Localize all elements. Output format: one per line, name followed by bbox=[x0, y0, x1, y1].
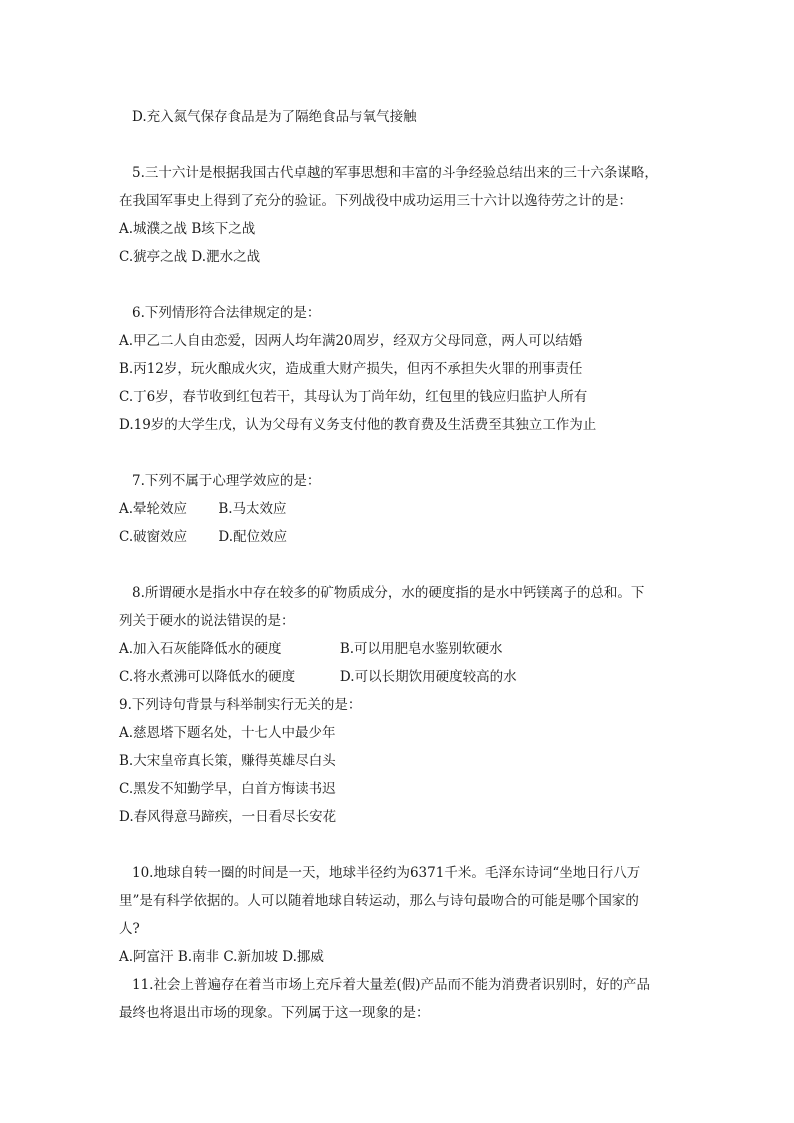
q10-stem-line-3: 人? bbox=[119, 921, 140, 937]
q10-stem-line-1: 10.地球自转一圈的时间是一天，地球半径约为6371千米。毛泽东诗词“坐地日行八万 bbox=[132, 865, 641, 881]
q11-stem-line-2: 最终也将退出市场的现象。下列属于这一现象的是： bbox=[119, 1005, 430, 1021]
q6-option-c: C.丁6岁，春节收到红包若干，其母认为丁尚年幼，红包里的钱应归监护人所有 bbox=[119, 389, 588, 405]
q8-options-cd: C.将水煮沸可以降低水的硬度 D.可以长期饮用硬度较高的水 bbox=[119, 669, 517, 685]
q6-option-b: B.丙12岁，玩火酿成火灾，造成重大财产损失，但丙不承担失火罪的刑事责任 bbox=[119, 361, 583, 377]
q5-stem-line-2: 在我国军事史上得到了充分的验证。下列战役中成功运用三十六计以逸待劳之计的是： bbox=[119, 193, 632, 209]
q8-options-ab: A.加入石灰能降低水的硬度 B.可以用肥皂水鉴别软硬水 bbox=[119, 641, 503, 657]
q9-option-c: C.黑发不知勤学早，白首方悔读书迟 bbox=[119, 781, 336, 797]
q11-stem-line-1: 11.社会上普遍存在着当市场上充斥着大量差(假)产品而不能为消费者识别时，好的产品 bbox=[132, 977, 651, 993]
q7-options-cd: C.破窗效应 D.配位效应 bbox=[119, 529, 288, 545]
q7-options-ab: A.晕轮效应 B.马太效应 bbox=[119, 501, 287, 517]
q6-option-d: D.19岁的大学生戊，认为父母有义务支付他的教育费及生活费至其独立工作为止 bbox=[119, 417, 597, 433]
q8-stem-line-1: 8.所谓硬水是指水中存在较多的矿物质成分，水的硬度指的是水中钙镁离子的总和。下 bbox=[132, 585, 645, 601]
q10-stem-line-2: 里”是有科学依据的。人可以随着地球自转运动，那么与诗句最吻合的可能是哪个国家的 bbox=[119, 893, 639, 909]
q7-stem: 7.下列不属于心理学效应的是： bbox=[132, 473, 321, 489]
q9-option-d: D.春风得意马蹄疾，一日看尽长安花 bbox=[119, 809, 337, 825]
q5-options-ab: A.城濮之战 B垓下之战 bbox=[119, 221, 256, 237]
q5-stem-line-1: 5.三十六计是根据我国古代卓越的军事思想和丰富的斗争经验总结出来的三十六条谋略， bbox=[132, 165, 658, 181]
q6-option-a: A.甲乙二人自由恋爱，因两人均年满20周岁，经双方父母同意，两人可以结婚 bbox=[119, 333, 583, 349]
q6-stem: 6.下列情形符合法律规定的是： bbox=[132, 305, 321, 321]
q9-option-a: A.慈恩塔下题名处，十七人中最少年 bbox=[119, 725, 336, 741]
q5-options-cd: C.猇亭之战 D.淝水之战 bbox=[119, 249, 261, 265]
q10-options: A.阿富汗 B.南非 C.新加坡 D.挪威 bbox=[119, 949, 324, 965]
q4-option-d: D.充入氮气保存食品是为了隔绝食品与氧气接触 bbox=[132, 109, 417, 125]
q9-stem: 9.下列诗句背景与科举制实行无关的是： bbox=[119, 697, 362, 713]
q8-stem-line-2: 列关于硬水的说法错误的是： bbox=[119, 613, 295, 629]
q9-option-b: B.大宋皇帝真长策，赚得英雄尽白头 bbox=[119, 753, 336, 769]
